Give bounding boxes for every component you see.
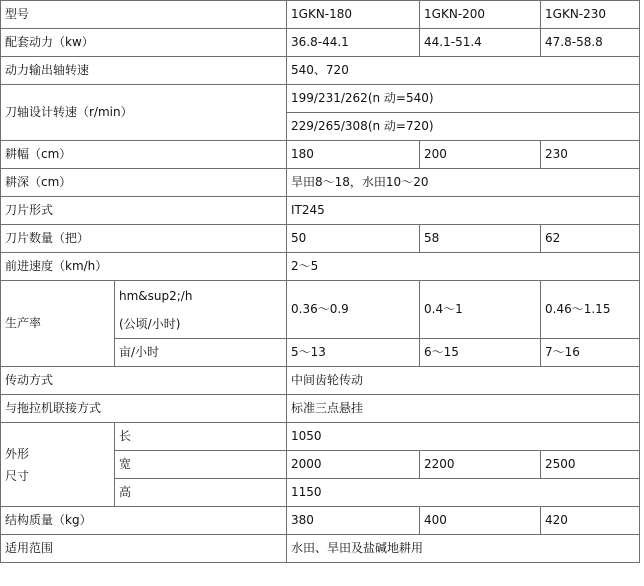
width-value-2: 200 [420,141,541,169]
blade-count-value-1: 50 [287,225,420,253]
productivity-u1-value-3: 0.46～1.15 [541,281,640,339]
row-transmission [1,367,640,395]
dimensions-label-line2: 尺寸 [5,468,30,483]
row-depth [1,169,640,197]
width-value-1: 180 [287,141,420,169]
row-dim-length [1,423,640,451]
mass-value-2: 400 [420,507,541,535]
row-blade-speed-1 [1,85,640,113]
width-value-3: 230 [541,141,640,169]
row-blade-count [1,225,640,253]
blade-count-value-3: 62 [541,225,640,253]
productivity-u2-value-1: 5～13 [287,339,420,367]
model-label: 型号 [1,1,287,29]
productivity-label: 生产率 [1,281,115,367]
speed-value: 2～5 [287,253,640,281]
blade-speed-value-1: 199/231/262(n 动=540) [287,85,640,113]
pto-speed-label: 动力输出轴转速 [1,57,287,85]
row-scope [1,535,640,563]
row-speed [1,253,640,281]
productivity-u1-value-1: 0.36～0.9 [287,281,420,339]
blade-speed-label: 刀轴设计转速（r/min） [1,85,287,141]
productivity-u2-value-2: 6～15 [420,339,541,367]
transmission-label: 传动方式 [1,367,287,395]
blade-count-value-2: 58 [420,225,541,253]
row-model [1,1,640,29]
height-value: 1150 [287,479,640,507]
blade-type-label: 刀片形式 [1,197,287,225]
length-value: 1050 [287,423,640,451]
power-value-2: 44.1-51.4 [420,29,541,57]
height-label: 高 [115,479,287,507]
productivity-unit-1-line2: (公顷/小时) [119,316,181,331]
width-label: 耕幅（cm） [1,141,287,169]
dimensions-label-line1: 外形 [5,446,30,461]
row-pto-speed [1,57,640,85]
dimensions-label [1,423,115,507]
dim-width-label: 宽 [115,451,287,479]
mass-value-3: 420 [541,507,640,535]
power-value-1: 36.8-44.1 [287,29,420,57]
power-value-3: 47.8-58.8 [541,29,640,57]
model-value-2: 1GKN-200 [420,1,541,29]
row-hitch [1,395,640,423]
dim-width-value-1: 2000 [287,451,420,479]
dim-width-value-2: 2200 [420,451,541,479]
scope-label: 适用范围 [1,535,287,563]
speed-label: 前进速度（km/h） [1,253,287,281]
productivity-unit-1-line1: hm&sup2;/h [119,288,193,303]
productivity-u1-value-2: 0.4～1 [420,281,541,339]
depth-label: 耕深（cm） [1,169,287,197]
productivity-u2-value-3: 7～16 [541,339,640,367]
power-label: 配套动力（kw） [1,29,287,57]
hitch-value: 标准三点悬挂 [287,395,640,423]
row-blade-type [1,197,640,225]
length-label: 长 [115,423,287,451]
row-width [1,141,640,169]
row-mass [1,507,640,535]
transmission-value: 中间齿轮传动 [287,367,640,395]
productivity-unit-1 [115,281,287,339]
blade-speed-value-2: 229/265/308(n 动=720) [287,113,640,141]
row-productivity-1 [1,281,640,339]
model-value-3: 1GKN-230 [541,1,640,29]
mass-label: 结构质量（kg） [1,507,287,535]
hitch-label: 与拖拉机联接方式 [1,395,287,423]
blade-count-label: 刀片数量（把） [1,225,287,253]
productivity-unit-2: 亩/小时 [115,339,287,367]
blade-type-value: IT245 [287,197,640,225]
model-value-1: 1GKN-180 [287,1,420,29]
row-power [1,29,640,57]
pto-speed-value: 540、720 [287,57,640,85]
depth-value: 旱田8～18，水田10～20 [287,169,640,197]
mass-value-1: 380 [287,507,420,535]
scope-value: 水田、旱田及盐碱地耕用 [287,535,640,563]
dim-width-value-3: 2500 [541,451,640,479]
